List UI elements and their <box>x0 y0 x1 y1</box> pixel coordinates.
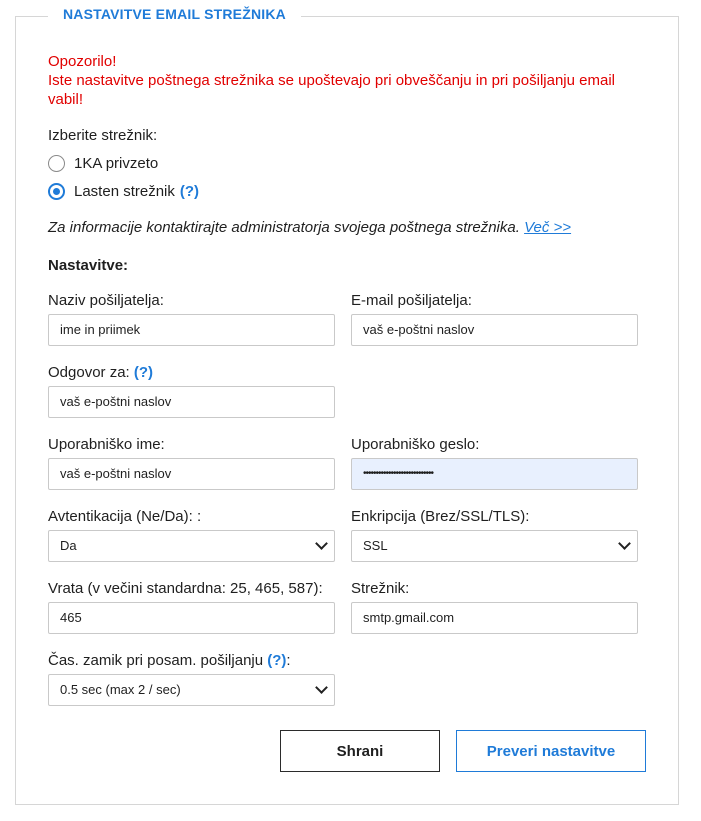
warning-text: Iste nastavitve poštnega strežnika se upoštevajo pri obveščanju in pri pošiljanju email vabil! <box>48 72 615 108</box>
verify-settings-button[interactable]: Preveri nastavitve <box>456 730 646 772</box>
sender-name-input[interactable]: ime in priimek <box>48 314 335 346</box>
encryption-label: Enkripcija (Brez/SSL/TLS): <box>351 508 530 525</box>
server-input[interactable]: smtp.gmail.com <box>351 602 638 634</box>
warning-title: Opozorilo! <box>48 53 117 70</box>
port-label: Vrata (v večini standardna: 25, 465, 587): <box>48 580 323 597</box>
sender-name-label: Naziv pošiljatelja: <box>48 292 164 309</box>
password-label: Uporabniško geslo: <box>351 436 480 453</box>
delay-label-text: Čas. zamik pri posam. pošiljanju <box>48 652 264 669</box>
chevron-down-icon <box>618 537 631 550</box>
radio-own-server[interactable] <box>48 183 199 200</box>
radio-label: Lasten strežnik <box>74 183 175 200</box>
reply-to-input[interactable]: vaš e-poštni naslov <box>48 386 335 418</box>
info-message: Za informacije kontaktirajte administratorja svojega poštnega strežnika. <box>48 219 520 236</box>
save-button[interactable]: Shrani <box>280 730 440 772</box>
username-label: Uporabniško ime: <box>48 436 165 453</box>
sender-email-input[interactable]: vaš e-poštni naslov <box>351 314 638 346</box>
warning-box <box>48 52 638 109</box>
auth-select[interactable] <box>48 530 335 562</box>
delay-label <box>48 652 291 669</box>
chevron-down-icon <box>315 681 328 694</box>
auth-label: Avtentikacija (Ne/Da): : <box>48 508 202 525</box>
delay-label-suffix: : <box>286 652 291 669</box>
delay-select[interactable] <box>48 674 335 706</box>
encryption-select-value: SSL <box>363 538 388 553</box>
auth-select-value: Da <box>60 538 77 553</box>
settings-heading: Nastavitve: <box>48 257 129 274</box>
radio-circle-checked[interactable] <box>48 183 65 200</box>
info-text <box>48 219 571 236</box>
delay-select-value: 0.5 sec (max 2 / sec) <box>60 682 181 697</box>
radio-1ka-default[interactable] <box>48 155 158 172</box>
help-link[interactable]: (?) <box>179 183 200 200</box>
server-choice-label: Izberite strežnik: <box>48 127 158 144</box>
radio-label: 1KA privzeto <box>74 155 159 172</box>
more-link[interactable]: Več >> <box>524 219 572 236</box>
help-link[interactable]: (?) <box>267 652 287 669</box>
encryption-select[interactable] <box>351 530 638 562</box>
username-input[interactable]: vaš e-poštni naslov <box>48 458 335 490</box>
help-link[interactable]: (?) <box>133 364 154 381</box>
reply-to-label <box>48 364 153 381</box>
server-label: Strežnik: <box>351 580 410 597</box>
radio-circle[interactable] <box>48 155 65 172</box>
password-input[interactable]: •••••••••••••••••••••••••••• <box>351 458 638 490</box>
reply-to-text: Odgovor za: <box>48 364 130 381</box>
sender-email-label: E-mail pošiljatelja: <box>351 292 472 309</box>
port-input[interactable]: 465 <box>48 602 335 634</box>
section-title: NASTAVITVE EMAIL STREŽNIKA <box>48 6 301 22</box>
chevron-down-icon <box>315 537 328 550</box>
